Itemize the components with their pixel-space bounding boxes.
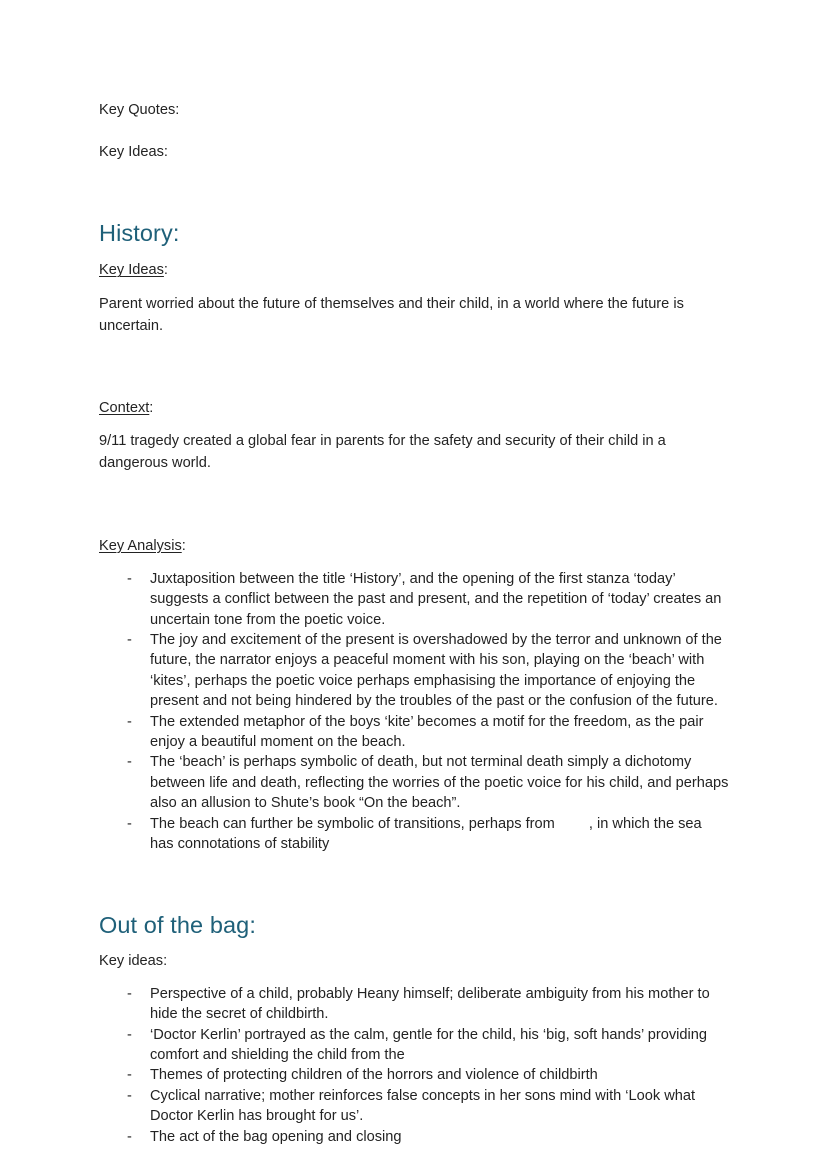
list-item <box>99 984 729 1025</box>
section-heading-history: History: <box>99 220 180 247</box>
history-key-ideas-body: Parent worried about the future of themselves and their child, in a world where the future is uncertain. <box>99 295 684 334</box>
bullet-dash-icon: - <box>127 1087 132 1104</box>
history-key-ideas-label: Key Ideas: <box>99 262 168 279</box>
list-item-text: ‘Doctor Kerlin’ portrayed as the calm, gentle for the child, his ‘big, soft hands’ providing comfort and shielding the child from the <box>150 1026 708 1063</box>
list-item-text: Themes of protecting children of the horrors and violence of childbirth <box>150 1067 598 1084</box>
bullet-dash-icon: - <box>127 1026 132 1043</box>
list-item-with-blank <box>99 814 729 855</box>
key-ideas-label-top: Key Ideas: <box>99 144 168 161</box>
history-context-label: Context: <box>99 400 154 417</box>
list-item-text: Juxtaposition between the title ‘History’, and the opening of the first stanza ‘today’ suggests a conflict between the past and present, and the repetition of ‘today’ creates an uncertain tone from the poetic voice. <box>150 570 722 628</box>
document-content <box>99 99 729 1147</box>
list-item <box>99 1086 729 1127</box>
bullet-dash-icon: - <box>127 632 132 649</box>
list-item <box>99 1127 729 1147</box>
bullet-dash-icon: - <box>127 1067 132 1084</box>
list-item <box>99 1065 729 1085</box>
history-key-analysis-list <box>99 569 729 855</box>
bullet-dash-icon: - <box>127 570 132 587</box>
bullet-dash-icon: - <box>127 985 132 1002</box>
list-item-text: The ‘beach’ is perhaps symbolic of death, but not terminal death simply a dichotomy between life and death, reflecting the worries of the poetic voice for his child, and perhaps also an allusion to Shute’s book “On the beach”. <box>150 754 729 812</box>
list-item <box>99 630 729 712</box>
history-key-analysis-label-text: Key Analysis <box>99 537 182 554</box>
bullet-dash-icon: - <box>127 1128 132 1145</box>
list-item-text-after-blank: , in which the sea has connotations of stability <box>150 815 702 853</box>
bullet-dash-icon: - <box>127 815 132 832</box>
list-item-text-before-blank: The beach can further be symbolic of transitions, perhaps from <box>150 815 555 832</box>
list-item-text: Cyclical narrative; mother reinforces false concepts in her sons mind with ‘Look what Doctor Kerlin has brought for us’. <box>150 1087 696 1125</box>
history-context-body: 9/11 tragedy created a global fear in parents for the safety and security of their child in a dangerous world. <box>99 433 666 472</box>
out-of-the-bag-key-ideas-label: Key ideas: <box>99 952 168 969</box>
list-item <box>99 752 729 813</box>
section-heading-out-of-the-bag: Out of the bag: <box>99 911 256 938</box>
list-item-text: The extended metaphor of the boys ‘kite’ becomes a motif for the freedom, as the pair enjoy a beautiful moment on the beach. <box>150 713 704 751</box>
history-key-analysis-label: Key Analysis: <box>99 537 186 554</box>
list-item <box>99 712 729 753</box>
list-item <box>99 1025 729 1066</box>
key-quotes-label: Key Quotes: <box>99 102 180 118</box>
list-item-text: The joy and excitement of the present is overshadowed by the terror and unknown of the future, the narrator enjoys a peaceful moment with his son, playing on the ‘beach’ with ‘kites’, perhaps the poetic voice perhaps emphasising the importance of enjoying the present and not being hindered by the troubles of the past or the confusion of the future. <box>150 632 722 710</box>
list-item-text: The act of the bag opening and closing <box>150 1128 402 1145</box>
list-item-text: Perspective of a child, probably Heany himself; deliberate ambiguity from his mother to hide the secret of childbirth. <box>150 985 710 1023</box>
history-context-label-text: Context <box>99 400 150 417</box>
list-item <box>99 569 729 630</box>
bullet-dash-icon: - <box>127 754 132 771</box>
out-of-the-bag-list <box>99 984 729 1147</box>
history-key-ideas-label-text: Key Ideas <box>99 262 164 279</box>
bullet-dash-icon: - <box>127 713 132 730</box>
